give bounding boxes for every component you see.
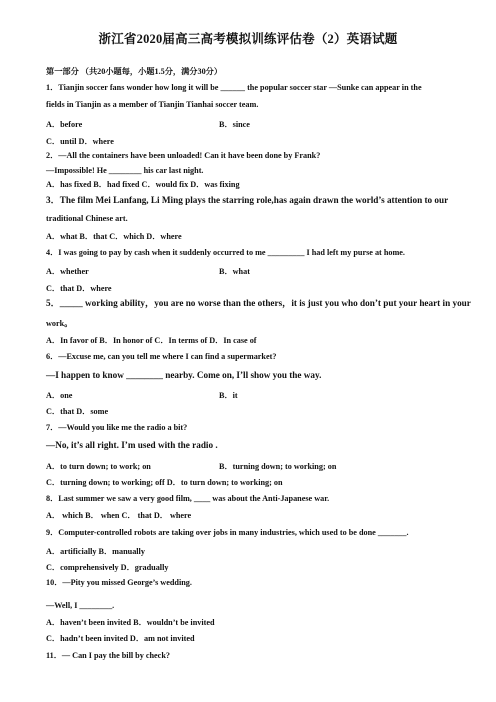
page-title: 浙江省2020届高三高考模拟训练评估卷（2）英语试题 <box>98 32 398 46</box>
question-line: —I happen to know ________ nearby. Come on, I’ll show you the way. <box>46 370 322 380</box>
option-line: A．haven’t been invited B．wouldn’t be invited <box>46 618 215 627</box>
question-line: 3．The film Mei Lanfang, Li Ming plays the starring role,has again drawn the world’s attention to our <box>46 195 449 205</box>
option-line: A．before <box>46 120 83 129</box>
question-line: 10．—Pity you missed George’s wedding. <box>46 578 192 587</box>
option-line: A．artificially B．manually <box>46 547 145 556</box>
question-line: 8．Last summer we saw a very good film, ____ was about the Anti-Japanese war. <box>46 494 330 503</box>
question-line: 11．— Can I pay the bill by check? <box>46 651 170 660</box>
question-line: fields in Tianjin as a member of Tianjin Tianhai soccer team. <box>46 100 259 109</box>
question-line: 4．I was going to pay by cash when it suddenly occurred to me _________ I had left my purse at home. <box>46 248 405 257</box>
option-line: B．it <box>219 391 238 400</box>
question-line: 7．—Would you like me the radio a bit? <box>46 423 188 432</box>
option-line: A．whether <box>46 267 89 276</box>
option-line: B．since <box>219 120 250 129</box>
option-line: A．one <box>46 391 73 400</box>
question-line: 6．—Excuse me, can you tell me where I can find a supermarket? <box>46 352 277 361</box>
section-heading: 第一部分 （共20小题每，小题1.5分，满分30分） <box>46 67 223 76</box>
option-line: C．comprehensively D．gradually <box>46 563 169 572</box>
question-line: 5．_____ working ability，you are no worse than the others，it is just you who don’t put your heart in your <box>46 298 471 308</box>
option-line: C．until D．where <box>46 137 114 146</box>
option-line: B．turning down; to working; on <box>219 462 337 471</box>
question-line: —Impossible! He ________ his car last night. <box>46 166 204 175</box>
option-line: A． which B． when C． that D． where <box>46 511 192 520</box>
option-line: A．has fixed B．had fixed C．would fix D．was fixing <box>46 180 240 189</box>
option-line: A．to turn down; to work; on <box>46 462 151 471</box>
question-line: 1．Tianjin soccer fans wonder how long it will be ______ the popular soccer star —Sunke can appear in the <box>46 83 422 92</box>
option-line: C．hadn’t been invited D．am not invited <box>46 634 195 643</box>
option-line: A．In favor of B．In honor of C．In terms of D．In case of <box>46 336 257 345</box>
option-line: C．that D．some <box>46 407 109 416</box>
option-line: A．what B．that C．which D．where <box>46 232 182 241</box>
option-line: B．what <box>219 267 250 276</box>
option-line: C．turning down; to working; off D．to turn down; to working; on <box>46 478 283 487</box>
question-line: —Well, I ________. <box>46 601 115 610</box>
option-line: C．that D．where <box>46 284 112 293</box>
question-line: 9．Computer-controlled robots are taking over jobs in many industries, which used to be done _______. <box>46 528 409 537</box>
question-line: traditional Chinese art. <box>46 214 128 223</box>
question-line: work。 <box>46 319 73 328</box>
question-line: 2．—All the containers have been unloaded! Can it have been done by Frank? <box>46 151 321 160</box>
question-line: —No, it’s all right. I’m used with the radio . <box>46 440 218 450</box>
